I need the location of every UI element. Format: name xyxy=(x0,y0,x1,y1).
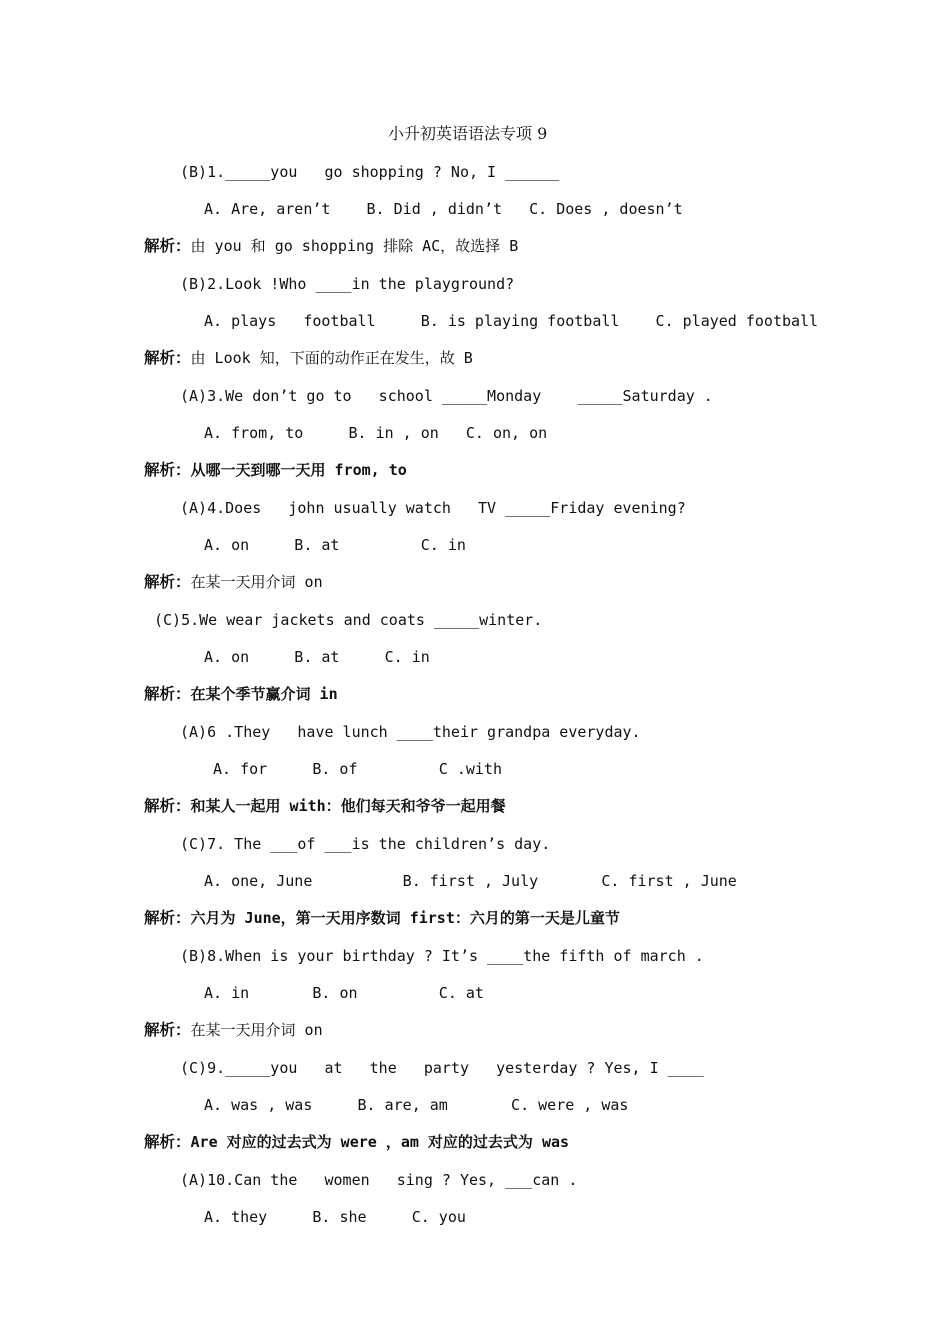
explanation-text: 和某人一起用 with：他们每天和爷爷一起用餐 xyxy=(190,797,506,815)
question-stem: (A)3.We don’t go to school _____Monday _____Saturday . xyxy=(180,387,713,405)
question-stem: (B)1._____you go shopping ? No, I ______ xyxy=(180,163,560,181)
explanation-label: 解析： xyxy=(144,349,191,367)
explanation-label: 解析： xyxy=(144,573,191,591)
explanation-text: 在某个季节赢介词 in xyxy=(190,685,338,703)
question-explanation xyxy=(144,1020,323,1040)
question-explanation xyxy=(144,460,407,480)
explanation-label: 解析： xyxy=(144,1133,191,1151)
explanation-label: 解析： xyxy=(144,461,191,479)
question-explanation xyxy=(144,684,338,704)
question-stem: (A)6 .They have lunch ____their grandpa everyday. xyxy=(180,723,641,741)
question-stem: (C)9._____you at the party yesterday ? Yes, I ____ xyxy=(180,1059,704,1077)
explanation-label: 解析： xyxy=(144,797,191,815)
explanation-text: 从哪一天到哪一天用 from, to xyxy=(190,461,407,479)
question-explanation xyxy=(144,236,518,256)
question-options: A. Are, aren’t B. Did , didn’t C. Does , doesn’t xyxy=(204,200,683,218)
question-explanation xyxy=(144,348,473,368)
question-options: A. for B. of C .with xyxy=(213,760,502,778)
question-options: A. plays football B. is playing football C. played football xyxy=(204,312,819,330)
question-stem: (B)8.When is your birthday ? It’s ____the fifth of march . xyxy=(180,947,704,965)
question-stem: (C)5.We wear jackets and coats _____winter. xyxy=(154,611,543,629)
question-explanation xyxy=(144,796,506,816)
question-options: A. on B. at C. in xyxy=(204,648,430,666)
question-explanation xyxy=(144,572,323,592)
question-explanation xyxy=(144,908,620,928)
explanation-text: 六月为 June，第一天用序数词 first：六月的第一天是儿童节 xyxy=(190,909,620,927)
explanation-label: 解析： xyxy=(144,909,191,927)
explanation-label: 解析： xyxy=(144,237,191,255)
question-stem: (A)4.Does john usually watch TV _____Friday evening? xyxy=(180,499,686,517)
explanation-label: 解析： xyxy=(144,1021,191,1039)
question-stem: (A)10.Can the women sing ? Yes, ___can . xyxy=(180,1171,578,1189)
question-stem: (C)7. The ___of ___is the children’s day. xyxy=(180,835,551,853)
question-options: A. on B. at C. in xyxy=(204,536,466,554)
question-options: A. one, June B. first , July C. first , June xyxy=(204,872,737,890)
explanation-text: 由 you 和 go shopping 排除 AC，故选择 B xyxy=(190,237,519,255)
question-options: A. in B. on C. at xyxy=(204,984,484,1002)
question-options: A. from, to B. in , on C. on, on xyxy=(204,424,548,442)
explanation-text: Are 对应的过去式为 were ，am 对应的过去式为 was xyxy=(190,1133,570,1151)
explanation-text: 在某一天用介词 on xyxy=(190,1021,323,1039)
question-options: A. was , was B. are, am C. were , was xyxy=(204,1096,629,1114)
question-explanation xyxy=(144,1132,569,1152)
question-stem: (B)2.Look !Who ____in the playground? xyxy=(180,275,515,293)
page-title: 小升初英语语法专项 9 xyxy=(388,124,548,143)
explanation-text: 由 Look 知，下面的动作正在发生，故 B xyxy=(190,349,473,367)
explanation-label: 解析： xyxy=(144,685,191,703)
explanation-text: 在某一天用介词 on xyxy=(190,573,323,591)
question-options: A. they B. she C. you xyxy=(204,1208,466,1226)
